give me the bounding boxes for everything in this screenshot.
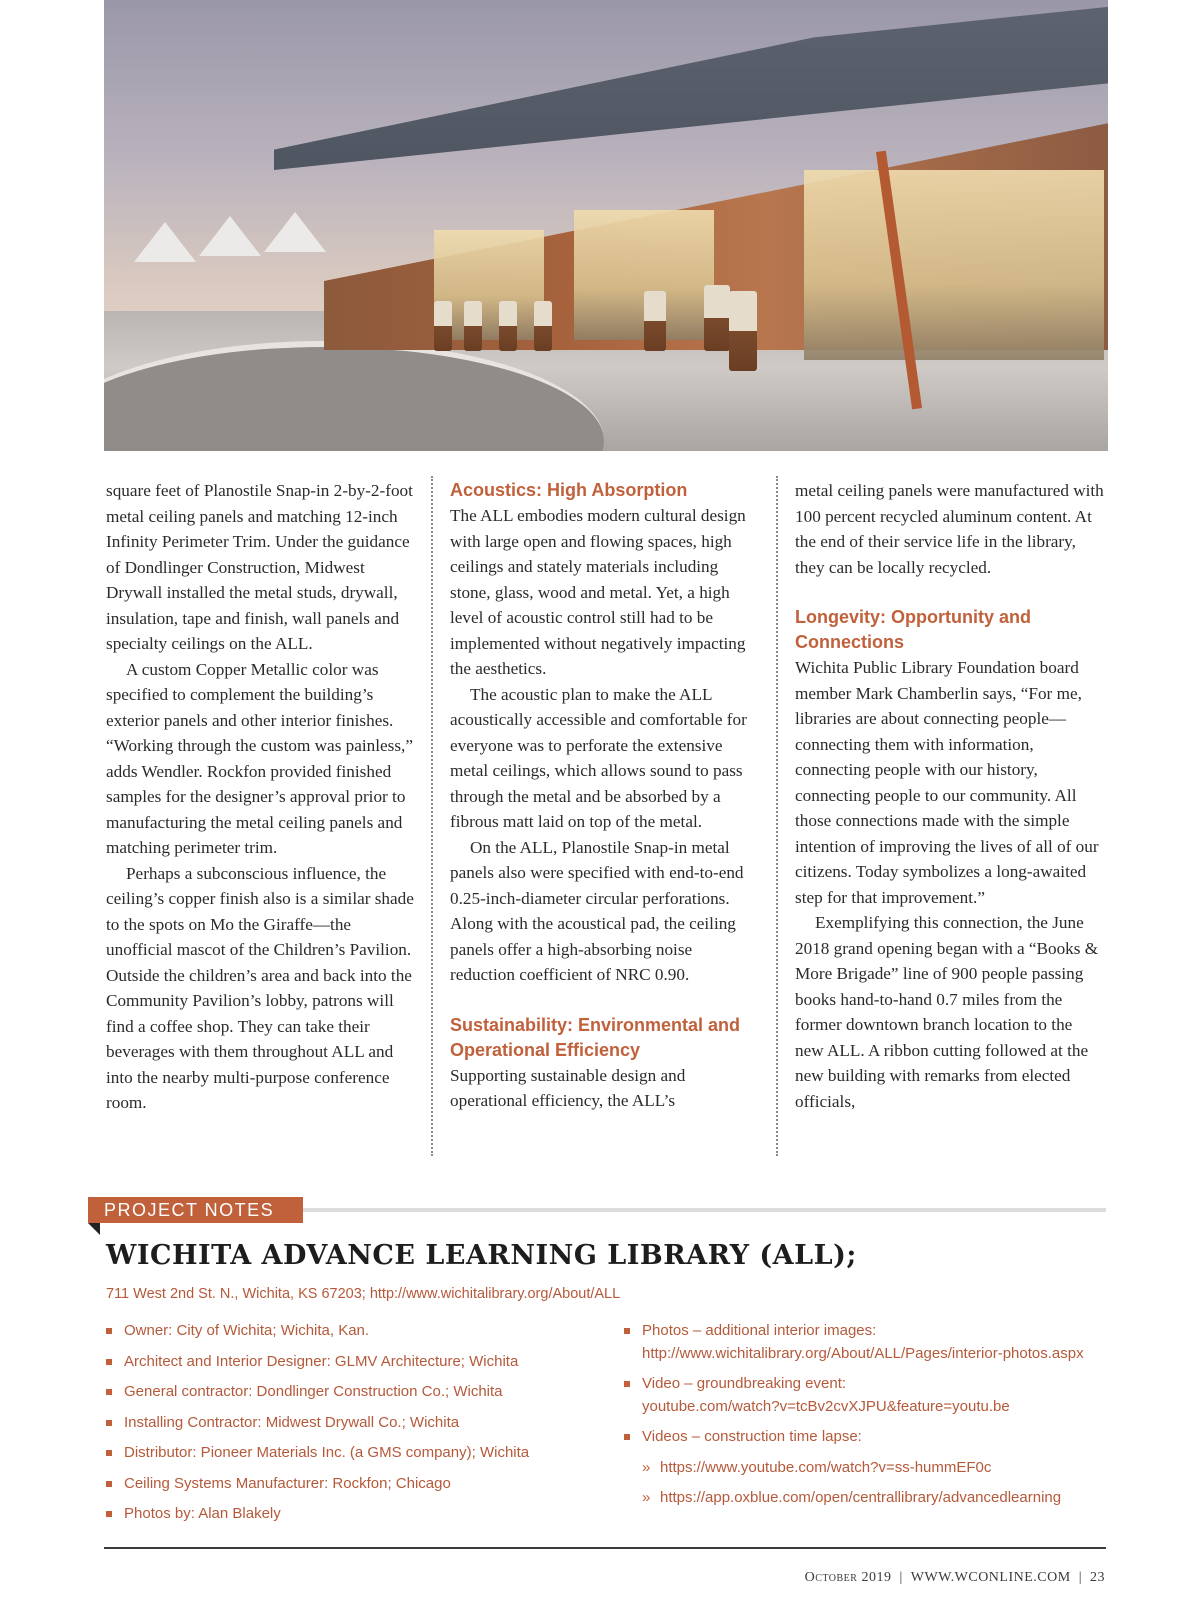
paragraph: metal ceiling panels were manufactured with 100 percent recycled aluminum content. At the end of their service life in the library, they can be locally recycled. [795, 481, 1104, 577]
photo-sculpture [704, 285, 730, 351]
list-item-videos: Videos – construction time lapse: [624, 1426, 1084, 1449]
section-heading-longevity: Longevity: Opportunity and Connections [795, 607, 1031, 652]
square-bullet-icon [106, 1328, 112, 1334]
hero-photo-library-exterior [104, 0, 1108, 451]
paragraph: The acoustic plan to make the ALL acoustically accessible and comfortable for everyone was to perforate the extensive metal ceilings, which allows sound to pass through the metal and be absorbed by a fibrous matt laid on top of the metal. [450, 684, 747, 831]
video-link[interactable]: youtube.com/watch?v=tcBv2cvXJPU&feature=youtu.be [642, 1397, 1010, 1415]
list-item: Ceiling Systems Manufacturer: Rockfon; Chicago [106, 1473, 529, 1496]
timelapse-link-1[interactable]: https://www.youtube.com/watch?v=ss-hummEF0c [660, 1458, 992, 1476]
page-footer [805, 1570, 1105, 1586]
photo-sculpture [729, 291, 757, 371]
square-bullet-icon [106, 1511, 112, 1517]
footer-separator: | [1078, 1570, 1082, 1585]
page-number: 23 [1090, 1570, 1105, 1585]
paragraph: Perhaps a subconscious influence, the ceiling’s copper finish also is a similar shade to the spots on Mo the Giraffe—the unofficial mascot of the Children’s Pavilion. Outside the children’s area and back into the Community Pavilion’s lobby, patrons will find a coffee shop. They can take their beverages with them throughout ALL and into the nearby multi-purpose conference room. [106, 863, 414, 1112]
list-item: Architect and Interior Designer: GLMV Architecture; Wichita [106, 1351, 529, 1374]
tab-fold-corner [88, 1223, 100, 1235]
square-bullet-icon [624, 1434, 630, 1440]
paragraph: On the ALL, Planostile Snap-in metal panels also were specified with end-to-end 0.25-inch-diameter circular perforations. Along with the acoustical pad, the ceiling panels offer a high-absorbing noise reduction coefficient of NRC 0.90. [450, 837, 744, 984]
paragraph: Exemplifying this connection, the June 2018 grand opening began with a “Books & More Brigade” line of 900 people passing books hand-to-hand 0.7 miles from the former downtown branch location to the new ALL. A ribbon cutting followed at the new building with remarks from elected officials, [795, 913, 1099, 1111]
list-item: General contractor: Dondlinger Construction Co.; Wichita [106, 1381, 529, 1404]
double-chevron-right-icon: » [642, 1489, 651, 1506]
photos-link[interactable]: http://www.wichitalibrary.org/About/ALL/Pages/interior-photos.aspx [642, 1344, 1084, 1362]
square-bullet-icon [106, 1420, 112, 1426]
photo-canopy [264, 212, 326, 252]
photo-canopy [134, 222, 196, 262]
list-item-photos: Photos – additional interior images: http://www.wichitalibrary.org/About/ALL/Pages/interior-photos.aspx [624, 1320, 1084, 1365]
article-column-2 [450, 478, 760, 1114]
square-bullet-icon [106, 1359, 112, 1365]
website: WWW.WCONLINE.COM [910, 1570, 1071, 1585]
paragraph: Supporting sustainable design and operational efficiency, the ALL’s [450, 1065, 686, 1110]
square-bullet-icon [106, 1450, 112, 1456]
list-item: Installing Contractor: Midwest Drywall Co.; Wichita [106, 1412, 529, 1435]
list-item-video: Video – groundbreaking event: youtube.com/watch?v=tcBv2cvXJPU&feature=youtu.be [624, 1373, 1084, 1418]
paragraph: The ALL embodies modern cultural design with large open and flowing spaces, high ceilings and stately materials including stone, glass, wood and metal. Yet, a high level of acoustic control still had to be implemented without negatively impacting the aesthetics. [450, 506, 746, 678]
sub-list-item [624, 1457, 1084, 1480]
article-column-1 [106, 478, 416, 1116]
list-item: Distributor: Pioneer Materials Inc. (a GMS company); Wichita [106, 1442, 529, 1465]
footer-separator: | [899, 1570, 903, 1585]
photo-sculpture [644, 291, 666, 351]
double-chevron-right-icon: » [642, 1458, 651, 1476]
column-divider [431, 476, 433, 1156]
project-notes-tab: PROJECT NOTES [88, 1197, 303, 1223]
column-divider [776, 476, 778, 1156]
square-bullet-icon [106, 1389, 112, 1395]
square-bullet-icon [106, 1481, 112, 1487]
project-title: WICHITA ADVANCE LEARNING LIBRARY (ALL); [106, 1240, 857, 1271]
section-heading-sustainability: Sustainability: Environmental and Operational Efficiency [450, 1014, 741, 1060]
square-bullet-icon [624, 1328, 630, 1334]
project-credits-list [106, 1320, 529, 1534]
article-column-3 [795, 478, 1105, 1114]
photo-sculpture [534, 301, 552, 351]
section-heading-acoustics: Acoustics: High Absorption [450, 480, 688, 500]
paragraph: Wichita Public Library Foundation board member Mark Chamberlin says, “For me, libraries are about connecting people—connecting them with information, connecting people with our history, connecting people to our community. All those connections made with the simple intention of improving the lives of all of our citizens. Today symbolizes a long-awaited step for that improvement.” [795, 658, 1099, 907]
list-item: Owner: City of Wichita; Wichita, Kan. [106, 1320, 529, 1343]
project-notes-rule [303, 1208, 1106, 1212]
paragraph: square feet of Planostile Snap-in 2-by-2-foot metal ceiling panels and matching 12-inch Infinity Perimeter Trim. Under the guidance of Dondlinger Construction, Midwest Drywall installed the metal studs, drywall, insulation, tape and finish, wall panels and specialty ceilings on the ALL. [106, 481, 413, 653]
project-media-list [624, 1320, 1084, 1518]
sub-list-item [624, 1487, 1084, 1510]
photo-window [804, 170, 1104, 360]
project-address-link[interactable]: 711 West 2nd St. N., Wichita, KS 67203; http://www.wichitalibrary.org/About/ALL [106, 1286, 621, 1302]
list-item: Photos by: Alan Blakely [106, 1503, 529, 1526]
paragraph: A custom Copper Metallic color was specified to complement the building’s exterior panels and other interior finishes. “Working through the custom was painless,” adds Wendler. Rockfon provided finished samples for the designer’s approval prior to manufacturing the metal ceiling panels and matching perimeter trim. [106, 659, 413, 857]
issue-date: October 2019 [804, 1570, 892, 1585]
timelapse-link-2[interactable]: https://app.oxblue.com/open/centrallibrary/advancedlearning [660, 1489, 1062, 1506]
photo-sculpture [434, 301, 452, 351]
photo-roof [274, 0, 1108, 170]
square-bullet-icon [624, 1381, 630, 1387]
footer-rule [104, 1547, 1106, 1549]
photo-sculpture [499, 301, 517, 351]
photo-sculpture [464, 301, 482, 351]
photo-canopy [199, 216, 261, 256]
